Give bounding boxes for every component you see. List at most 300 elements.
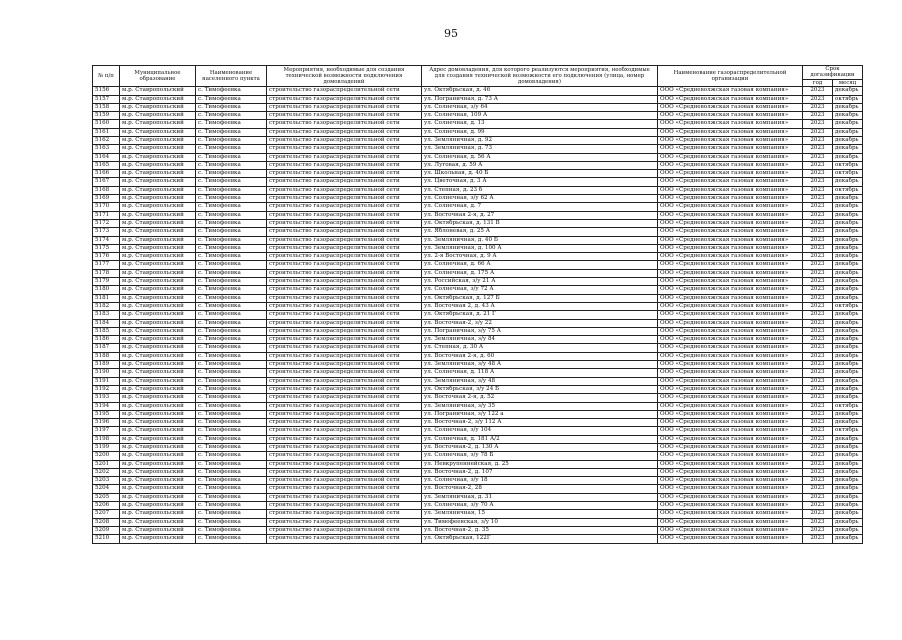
row-org-cell: ООО «Средневолжская газовая компания» bbox=[658, 203, 803, 211]
table-row bbox=[93, 269, 863, 277]
table-row bbox=[93, 195, 863, 203]
row-municipality-cell: м.р. Ставропольский bbox=[120, 170, 196, 178]
row-municipality-cell: м.р. Ставропольский bbox=[120, 261, 196, 269]
row-month-cell: декабрь bbox=[833, 153, 863, 161]
row-month-cell: декабрь bbox=[833, 385, 863, 393]
row-num-cell: 5176 bbox=[93, 253, 120, 261]
row-org-cell: ООО «Средневолжская газовая компания» bbox=[658, 253, 803, 261]
header-month: месяц bbox=[833, 79, 863, 86]
table-row bbox=[93, 427, 863, 435]
row-num-cell: 5170 bbox=[93, 203, 120, 211]
row-measures-cell: строительство газораспределительной сети bbox=[267, 286, 422, 294]
row-municipality-cell: м.р. Ставропольский bbox=[120, 236, 196, 244]
row-org-cell: ООО «Средневолжская газовая компания» bbox=[658, 186, 803, 194]
row-month-cell: декабрь bbox=[833, 485, 863, 493]
row-month-cell: декабрь bbox=[833, 103, 863, 111]
row-org-cell: ООО «Средневолжская газовая компания» bbox=[658, 195, 803, 203]
row-num-cell: 5171 bbox=[93, 211, 120, 219]
row-measures-cell: строительство газораспределительной сети bbox=[267, 427, 422, 435]
table-row bbox=[93, 219, 863, 227]
row-municipality-cell: м.р. Ставропольский bbox=[120, 244, 196, 252]
table-row bbox=[93, 203, 863, 211]
row-year-cell: 2023 bbox=[803, 178, 833, 186]
row-municipality-cell: м.р. Ставропольский bbox=[120, 211, 196, 219]
row-year-cell: 2023 bbox=[803, 394, 833, 402]
row-org-cell: ООО «Средневолжская газовая компания» bbox=[658, 385, 803, 393]
row-municipality-cell: м.р. Ставропольский bbox=[120, 178, 196, 186]
row-month-cell: декабрь bbox=[833, 145, 863, 153]
row-settlement-cell: с. Тимофеевка bbox=[196, 319, 267, 327]
row-measures-cell: строительство газораспределительной сети bbox=[267, 211, 422, 219]
row-measures-cell: строительство газораспределительной сети bbox=[267, 294, 422, 302]
row-address-cell: ул. Солнечная, 109 А bbox=[422, 112, 658, 120]
row-year-cell: 2023 bbox=[803, 269, 833, 277]
row-num-cell: 5167 bbox=[93, 178, 120, 186]
row-num-cell: 5200 bbox=[93, 452, 120, 460]
row-settlement-cell: с. Тимофеевка bbox=[196, 294, 267, 302]
row-measures-cell: строительство газораспределительной сети bbox=[267, 103, 422, 111]
table-row bbox=[93, 460, 863, 468]
row-settlement-cell: с. Тимофеевка bbox=[196, 228, 267, 236]
row-municipality-cell: м.р. Ставропольский bbox=[120, 518, 196, 526]
row-year-cell: 2023 bbox=[803, 228, 833, 236]
row-num-cell: 5163 bbox=[93, 145, 120, 153]
table-row bbox=[93, 327, 863, 335]
row-measures-cell: строительство газораспределительной сети bbox=[267, 518, 422, 526]
row-num-cell: 5162 bbox=[93, 137, 120, 145]
row-org-cell: ООО «Средневолжская газовая компания» bbox=[658, 377, 803, 385]
row-measures-cell: строительство газораспределительной сети bbox=[267, 402, 422, 410]
row-year-cell: 2023 bbox=[803, 211, 833, 219]
row-month-cell: декабрь bbox=[833, 518, 863, 526]
row-address-cell: ул. Школьная, д. 40 Б bbox=[422, 170, 658, 178]
row-municipality-cell: м.р. Ставропольский bbox=[120, 493, 196, 501]
row-year-cell: 2023 bbox=[803, 477, 833, 485]
row-org-cell: ООО «Средневолжская газовая компания» bbox=[658, 269, 803, 277]
row-month-cell: декабрь bbox=[833, 394, 863, 402]
row-settlement-cell: с. Тимофеевка bbox=[196, 137, 267, 145]
table-row bbox=[93, 95, 863, 103]
row-municipality-cell: м.р. Ставропольский bbox=[120, 460, 196, 468]
row-num-cell: 5165 bbox=[93, 161, 120, 169]
row-settlement-cell: с. Тимофеевка bbox=[196, 419, 267, 427]
row-year-cell: 2023 bbox=[803, 302, 833, 310]
header-year: год bbox=[803, 79, 833, 86]
row-org-cell: ООО «Средневолжская газовая компания» bbox=[658, 211, 803, 219]
row-year-cell: 2023 bbox=[803, 253, 833, 261]
table-row bbox=[93, 336, 863, 344]
row-municipality-cell: м.р. Ставропольский bbox=[120, 435, 196, 443]
row-address-cell: ул. Восточная-2, 28 bbox=[422, 485, 658, 493]
row-address-cell: ул. Земляничная, з/у 48 А bbox=[422, 361, 658, 369]
row-measures-cell: строительство газораспределительной сети bbox=[267, 493, 422, 501]
row-org-cell: ООО «Средневолжская газовая компания» bbox=[658, 518, 803, 526]
row-address-cell: ул. Земляничная, з/у 84 bbox=[422, 336, 658, 344]
table-row bbox=[93, 261, 863, 269]
row-num-cell: 5187 bbox=[93, 344, 120, 352]
row-municipality-cell: м.р. Ставропольский bbox=[120, 137, 196, 145]
row-settlement-cell: с. Тимофеевка bbox=[196, 394, 267, 402]
row-measures-cell: строительство газораспределительной сети bbox=[267, 186, 422, 194]
row-month-cell: декабрь bbox=[833, 510, 863, 518]
row-measures-cell: строительство газораспределительной сети bbox=[267, 394, 422, 402]
row-address-cell: ул. Октябрьская, з/у 24 Б bbox=[422, 385, 658, 393]
row-settlement-cell: с. Тимофеевка bbox=[196, 535, 267, 543]
row-year-cell: 2023 bbox=[803, 120, 833, 128]
row-municipality-cell: м.р. Ставропольский bbox=[120, 128, 196, 136]
row-address-cell: ул. Солнечная, д. 66 А bbox=[422, 261, 658, 269]
row-address-cell: ул. Восточная-2, з/у 22 bbox=[422, 319, 658, 327]
row-settlement-cell: с. Тимофеевка bbox=[196, 170, 267, 178]
row-year-cell: 2023 bbox=[803, 419, 833, 427]
row-num-cell: 5158 bbox=[93, 103, 120, 111]
row-settlement-cell: с. Тимофеевка bbox=[196, 153, 267, 161]
row-year-cell: 2023 bbox=[803, 385, 833, 393]
row-org-cell: ООО «Средневолжская газовая компания» bbox=[658, 410, 803, 418]
row-year-cell: 2023 bbox=[803, 153, 833, 161]
row-num-cell: 5179 bbox=[93, 278, 120, 286]
row-measures-cell: строительство газораспределительной сети bbox=[267, 170, 422, 178]
page-number: 95 bbox=[444, 27, 458, 40]
row-org-cell: ООО «Средневолжская газовая компания» bbox=[658, 485, 803, 493]
row-month-cell: декабрь bbox=[833, 128, 863, 136]
row-address-cell: ул. Солнечная, д. 175 А bbox=[422, 269, 658, 277]
row-measures-cell: строительство газораспределительной сети bbox=[267, 195, 422, 203]
row-municipality-cell: м.р. Ставропольский bbox=[120, 502, 196, 510]
row-measures-cell: строительство газораспределительной сети bbox=[267, 485, 422, 493]
row-org-cell: ООО «Средневолжская газовая компания» bbox=[658, 493, 803, 501]
row-measures-cell: строительство газораспределительной сети bbox=[267, 435, 422, 443]
row-settlement-cell: с. Тимофеевка bbox=[196, 468, 267, 476]
row-num-cell: 5177 bbox=[93, 261, 120, 269]
row-month-cell: декабрь bbox=[833, 286, 863, 294]
row-settlement-cell: с. Тимофеевка bbox=[196, 344, 267, 352]
row-org-cell: ООО «Средневолжская газовая компания» bbox=[658, 460, 803, 468]
row-year-cell: 2023 bbox=[803, 352, 833, 360]
row-org-cell: ООО «Средневолжская газовая компания» bbox=[658, 452, 803, 460]
row-measures-cell: строительство газораспределительной сети bbox=[267, 526, 422, 534]
row-year-cell: 2023 bbox=[803, 510, 833, 518]
row-address-cell: ул. Невкрупеннейская, д. 25 bbox=[422, 460, 658, 468]
row-settlement-cell: с. Тимофеевка bbox=[196, 286, 267, 294]
row-num-cell: 5207 bbox=[93, 510, 120, 518]
row-org-cell: ООО «Средневолжская газовая компания» bbox=[658, 352, 803, 360]
table-row bbox=[93, 502, 863, 510]
row-address-cell: ул. Цветочная, д. 3 А bbox=[422, 178, 658, 186]
table-row bbox=[93, 319, 863, 327]
row-measures-cell: строительство газораспределительной сети bbox=[267, 352, 422, 360]
row-settlement-cell: с. Тимофеевка bbox=[196, 510, 267, 518]
row-year-cell: 2023 bbox=[803, 137, 833, 145]
table-row bbox=[93, 477, 863, 485]
row-measures-cell: строительство газораспределительной сети bbox=[267, 261, 422, 269]
table-row bbox=[93, 128, 863, 136]
row-address-cell: ул. Восточная-2, д. 107 bbox=[422, 468, 658, 476]
header-measures: Мероприятия, необходимые для создания технической возможности подключения домовладений bbox=[267, 66, 422, 87]
row-settlement-cell: с. Тимофеевка bbox=[196, 302, 267, 310]
row-municipality-cell: м.р. Ставропольский bbox=[120, 477, 196, 485]
row-address-cell: ул. Пограничная, з/у 75 А bbox=[422, 327, 658, 335]
row-address-cell: ул. Солнечная, д. 56 А bbox=[422, 153, 658, 161]
row-num-cell: 5204 bbox=[93, 485, 120, 493]
header-settlement: Наименование населенного пункта bbox=[196, 66, 267, 87]
row-address-cell: ул. Пограничная, д. 73 А bbox=[422, 95, 658, 103]
row-address-cell: ул. Октябрьская, д. 131 В bbox=[422, 219, 658, 227]
row-org-cell: ООО «Средневолжская газовая компания» bbox=[658, 502, 803, 510]
row-address-cell: ул. Солнечная, з/у 72 А bbox=[422, 286, 658, 294]
table-row bbox=[93, 394, 863, 402]
table-row bbox=[93, 153, 863, 161]
row-num-cell: 5209 bbox=[93, 526, 120, 534]
row-num-cell: 5161 bbox=[93, 128, 120, 136]
row-month-cell: октябрь bbox=[833, 402, 863, 410]
row-month-cell: декабрь bbox=[833, 377, 863, 385]
row-measures-cell: строительство газораспределительной сети bbox=[267, 253, 422, 261]
row-settlement-cell: с. Тимофеевка bbox=[196, 410, 267, 418]
row-address-cell: ул. Пограничная, з/у 122 а bbox=[422, 410, 658, 418]
row-measures-cell: строительство газораспределительной сети bbox=[267, 510, 422, 518]
row-measures-cell: строительство газораспределительной сети bbox=[267, 336, 422, 344]
row-month-cell: декабрь bbox=[833, 253, 863, 261]
row-month-cell: декабрь bbox=[833, 87, 863, 95]
row-num-cell: 5206 bbox=[93, 502, 120, 510]
row-settlement-cell: с. Тимофеевка bbox=[196, 120, 267, 128]
row-month-cell: декабрь bbox=[833, 244, 863, 252]
row-org-cell: ООО «Средневолжская газовая компания» bbox=[658, 103, 803, 111]
row-year-cell: 2023 bbox=[803, 261, 833, 269]
row-year-cell: 2023 bbox=[803, 369, 833, 377]
row-municipality-cell: м.р. Ставропольский bbox=[120, 311, 196, 319]
row-municipality-cell: м.р. Ставропольский bbox=[120, 485, 196, 493]
row-measures-cell: строительство газораспределительной сети bbox=[267, 137, 422, 145]
row-org-cell: ООО «Средневолжская газовая компания» bbox=[658, 402, 803, 410]
row-org-cell: ООО «Средневолжская газовая компания» bbox=[658, 427, 803, 435]
row-municipality-cell: м.р. Ставропольский bbox=[120, 286, 196, 294]
row-org-cell: ООО «Средневолжская газовая компания» bbox=[658, 112, 803, 120]
row-year-cell: 2023 bbox=[803, 443, 833, 451]
row-measures-cell: строительство газораспределительной сети bbox=[267, 319, 422, 327]
row-measures-cell: строительство газораспределительной сети bbox=[267, 203, 422, 211]
row-settlement-cell: с. Тимофеевка bbox=[196, 95, 267, 103]
row-org-cell: ООО «Средневолжская газовая компания» bbox=[658, 344, 803, 352]
row-municipality-cell: м.р. Ставропольский bbox=[120, 510, 196, 518]
row-settlement-cell: с. Тимофеевка bbox=[196, 361, 267, 369]
row-num-cell: 5160 bbox=[93, 120, 120, 128]
table-row bbox=[93, 112, 863, 120]
row-measures-cell: строительство газораспределительной сети bbox=[267, 161, 422, 169]
row-settlement-cell: с. Тимофеевка bbox=[196, 261, 267, 269]
row-year-cell: 2023 bbox=[803, 170, 833, 178]
row-year-cell: 2023 bbox=[803, 327, 833, 335]
row-month-cell: декабрь bbox=[833, 435, 863, 443]
table-row bbox=[93, 253, 863, 261]
header-municipality: Муниципальное образование bbox=[120, 66, 196, 87]
row-measures-cell: строительство газораспределительной сети bbox=[267, 95, 422, 103]
row-org-cell: ООО «Средневолжская газовая компания» bbox=[658, 319, 803, 327]
row-measures-cell: строительство газораспределительной сети bbox=[267, 361, 422, 369]
row-municipality-cell: м.р. Ставропольский bbox=[120, 369, 196, 377]
row-year-cell: 2023 bbox=[803, 468, 833, 476]
row-measures-cell: строительство газораспределительной сети bbox=[267, 278, 422, 286]
row-month-cell: декабрь bbox=[833, 112, 863, 120]
table-row bbox=[93, 402, 863, 410]
row-address-cell: ул. Солнечная, д. 13 bbox=[422, 120, 658, 128]
row-month-cell: декабрь bbox=[833, 443, 863, 451]
row-settlement-cell: с. Тимофеевка bbox=[196, 269, 267, 277]
row-municipality-cell: м.р. Ставропольский bbox=[120, 427, 196, 435]
row-num-cell: 5197 bbox=[93, 427, 120, 435]
row-address-cell: ул. Земляничная, д. 100 А bbox=[422, 244, 658, 252]
row-year-cell: 2023 bbox=[803, 195, 833, 203]
table-row bbox=[93, 286, 863, 294]
row-measures-cell: строительство газораспределительной сети bbox=[267, 269, 422, 277]
table-row bbox=[93, 468, 863, 476]
row-month-cell: декабрь bbox=[833, 120, 863, 128]
row-num-cell: 5190 bbox=[93, 369, 120, 377]
row-settlement-cell: с. Тимофеевка bbox=[196, 211, 267, 219]
row-measures-cell: строительство газораспределительной сети bbox=[267, 145, 422, 153]
row-municipality-cell: м.р. Ставропольский bbox=[120, 526, 196, 534]
table-row bbox=[93, 443, 863, 451]
row-year-cell: 2023 bbox=[803, 493, 833, 501]
row-year-cell: 2023 bbox=[803, 485, 833, 493]
row-num-cell: 5175 bbox=[93, 244, 120, 252]
row-org-cell: ООО «Средневолжская газовая компания» bbox=[658, 286, 803, 294]
row-address-cell: ул. Солнечная, з/у 62 А bbox=[422, 195, 658, 203]
row-municipality-cell: м.р. Ставропольский bbox=[120, 452, 196, 460]
row-year-cell: 2023 bbox=[803, 526, 833, 534]
row-settlement-cell: с. Тимофеевка bbox=[196, 128, 267, 136]
table-row bbox=[93, 535, 863, 543]
row-address-cell: ул. Земляничная, з/у 35 bbox=[422, 402, 658, 410]
row-measures-cell: строительство газораспределительной сети bbox=[267, 219, 422, 227]
row-org-cell: ООО «Средневолжская газовая компания» bbox=[658, 145, 803, 153]
row-year-cell: 2023 bbox=[803, 435, 833, 443]
row-measures-cell: строительство газораспределительной сети bbox=[267, 153, 422, 161]
table-row bbox=[93, 410, 863, 418]
table-row bbox=[93, 377, 863, 385]
table-row bbox=[93, 526, 863, 534]
row-address-cell: ул. Восточная-2, з/у 112 А bbox=[422, 419, 658, 427]
row-org-cell: ООО «Средневолжская газовая компания» bbox=[658, 120, 803, 128]
row-address-cell: ул. Степная, д. 23 б bbox=[422, 186, 658, 194]
row-address-cell: ул. Восточная-2, д. 130 А bbox=[422, 443, 658, 451]
row-year-cell: 2023 bbox=[803, 103, 833, 111]
row-municipality-cell: м.р. Ставропольский bbox=[120, 302, 196, 310]
row-municipality-cell: м.р. Ставропольский bbox=[120, 394, 196, 402]
row-settlement-cell: с. Тимофеевка bbox=[196, 377, 267, 385]
row-org-cell: ООО «Средневолжская газовая компания» bbox=[658, 302, 803, 310]
row-measures-cell: строительство газораспределительной сети bbox=[267, 178, 422, 186]
row-municipality-cell: м.р. Ставропольский bbox=[120, 352, 196, 360]
row-month-cell: октябрь bbox=[833, 170, 863, 178]
row-address-cell: ул. Российская, з/у 21 А bbox=[422, 278, 658, 286]
header-org: Наименование газораспределительной организации bbox=[658, 66, 803, 87]
row-org-cell: ООО «Средневолжская газовая компания» bbox=[658, 477, 803, 485]
row-org-cell: ООО «Средневолжская газовая компания» bbox=[658, 261, 803, 269]
header-deadline: Срок догазификации bbox=[803, 66, 863, 80]
row-year-cell: 2023 bbox=[803, 286, 833, 294]
row-measures-cell: строительство газораспределительной сети bbox=[267, 452, 422, 460]
row-year-cell: 2023 bbox=[803, 377, 833, 385]
row-settlement-cell: с. Тимофеевка bbox=[196, 493, 267, 501]
row-num-cell: 5205 bbox=[93, 493, 120, 501]
row-org-cell: ООО «Средневолжская газовая компания» bbox=[658, 526, 803, 534]
row-measures-cell: строительство газораспределительной сети bbox=[267, 502, 422, 510]
row-month-cell: декабрь bbox=[833, 352, 863, 360]
row-month-cell: декабрь bbox=[833, 410, 863, 418]
row-settlement-cell: с. Тимофеевка bbox=[196, 427, 267, 435]
row-settlement-cell: с. Тимофеевка bbox=[196, 327, 267, 335]
row-measures-cell: строительство газораспределительной сети bbox=[267, 419, 422, 427]
row-settlement-cell: с. Тимофеевка bbox=[196, 195, 267, 203]
row-num-cell: 5193 bbox=[93, 394, 120, 402]
row-month-cell: декабрь bbox=[833, 228, 863, 236]
row-num-cell: 5210 bbox=[93, 535, 120, 543]
table-row bbox=[93, 302, 863, 310]
row-municipality-cell: м.р. Ставропольский bbox=[120, 145, 196, 153]
row-num-cell: 5196 bbox=[93, 419, 120, 427]
row-num-cell: 5198 bbox=[93, 435, 120, 443]
row-year-cell: 2023 bbox=[803, 294, 833, 302]
row-num-cell: 5189 bbox=[93, 361, 120, 369]
table-row bbox=[93, 510, 863, 518]
row-address-cell: ул. Восточная 2, д. 43 А bbox=[422, 302, 658, 310]
row-org-cell: ООО «Средневолжская газовая компания» bbox=[658, 95, 803, 103]
row-org-cell: ООО «Средневолжская газовая компания» bbox=[658, 311, 803, 319]
row-measures-cell: строительство газораспределительной сети bbox=[267, 120, 422, 128]
row-org-cell: ООО «Средневолжская газовая компания» bbox=[658, 178, 803, 186]
row-org-cell: ООО «Средневолжская газовая компания» bbox=[658, 443, 803, 451]
row-measures-cell: строительство газораспределительной сети bbox=[267, 410, 422, 418]
row-num-cell: 5172 bbox=[93, 219, 120, 227]
row-municipality-cell: м.р. Ставропольский bbox=[120, 228, 196, 236]
row-year-cell: 2023 bbox=[803, 87, 833, 95]
row-measures-cell: строительство газораспределительной сети bbox=[267, 460, 422, 468]
row-year-cell: 2023 bbox=[803, 410, 833, 418]
table-row bbox=[93, 493, 863, 501]
row-municipality-cell: м.р. Ставропольский bbox=[120, 219, 196, 227]
row-month-cell: декабрь bbox=[833, 261, 863, 269]
row-month-cell: декабрь bbox=[833, 311, 863, 319]
row-settlement-cell: с. Тимофеевка bbox=[196, 244, 267, 252]
row-municipality-cell: м.р. Ставропольский bbox=[120, 294, 196, 302]
row-municipality-cell: м.р. Ставропольский bbox=[120, 269, 196, 277]
table-row bbox=[93, 145, 863, 153]
row-address-cell: ул. Земляничная, д. 40 Б bbox=[422, 236, 658, 244]
row-settlement-cell: с. Тимофеевка bbox=[196, 352, 267, 360]
row-year-cell: 2023 bbox=[803, 203, 833, 211]
row-month-cell: декабрь bbox=[833, 369, 863, 377]
row-org-cell: ООО «Средневолжская газовая компания» bbox=[658, 170, 803, 178]
row-num-cell: 5174 bbox=[93, 236, 120, 244]
row-year-cell: 2023 bbox=[803, 236, 833, 244]
row-org-cell: ООО «Средневолжская газовая компания» bbox=[658, 468, 803, 476]
row-settlement-cell: с. Тимофеевка bbox=[196, 485, 267, 493]
row-measures-cell: строительство газораспределительной сети bbox=[267, 344, 422, 352]
row-measures-cell: строительство газораспределительной сети bbox=[267, 443, 422, 451]
table-row bbox=[93, 236, 863, 244]
row-year-cell: 2023 bbox=[803, 278, 833, 286]
row-year-cell: 2023 bbox=[803, 128, 833, 136]
row-org-cell: ООО «Средневолжская газовая компания» bbox=[658, 161, 803, 169]
row-org-cell: ООО «Средневолжская газовая компания» bbox=[658, 327, 803, 335]
table-row bbox=[93, 178, 863, 186]
row-municipality-cell: м.р. Ставропольский bbox=[120, 327, 196, 335]
row-address-cell: ул. Восточная-2, д. 35 bbox=[422, 526, 658, 534]
row-settlement-cell: с. Тимофеевка bbox=[196, 452, 267, 460]
row-settlement-cell: с. Тимофеевка bbox=[196, 203, 267, 211]
